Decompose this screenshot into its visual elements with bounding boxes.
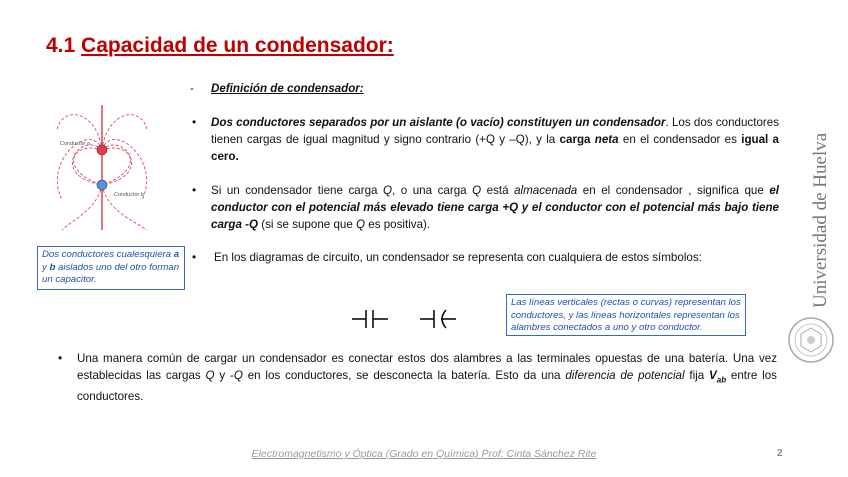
b4-sub: ab — [716, 375, 727, 385]
b2-bold: el conductor con el potencial más elevado tiene carga +Q y el conductor con el potencial más bajo tiene carga -Q — [211, 184, 779, 231]
heading-dash: - — [190, 82, 194, 95]
b2-alm: almacenada — [514, 184, 578, 197]
definition-heading: Definición de condensador: — [211, 82, 364, 95]
footer-text: Electromagnetismo y Óptica (Grado en Química) Prof: Cinta Sánchez Rite — [251, 448, 597, 460]
field-lines-figure — [52, 100, 164, 235]
slide-title — [46, 34, 394, 58]
b4-v: V — [709, 369, 717, 382]
b2-p2: , o una carga — [392, 184, 473, 197]
b2-p1: Si un condensador tiene carga — [211, 184, 383, 197]
caption-left-b: b — [49, 261, 56, 273]
bullet-2-marker: • — [192, 183, 197, 197]
bullet-4-marker: • — [58, 351, 63, 365]
b1-bold: Dos conductores separados por un aislante (o vacío) constituyen un condensador — [211, 116, 666, 129]
caption-left-1: Dos conductores cualesquiera — [42, 249, 174, 260]
b1-carga: carga — [559, 133, 595, 146]
b1-rest1: . Los dos conductores tienen cargas de igual magnitud y signo contrario (+Q y –Q), y la — [211, 116, 780, 146]
bullet-2-text — [211, 182, 779, 233]
page-number: 2 — [777, 448, 783, 459]
b4-dif: diferencia de potencial — [565, 369, 685, 382]
caption-left-y: y — [42, 261, 50, 273]
title-text: Capacidad de un condensador: — [81, 34, 394, 57]
caption-left-a: a — [173, 249, 180, 260]
b2-p3: está — [481, 184, 515, 197]
university-seal-icon — [789, 318, 833, 362]
b4-p5: entre los conductores. — [77, 369, 777, 404]
university-logo — [778, 118, 843, 368]
bullet-1-text — [211, 114, 779, 165]
bullet-1-marker: • — [192, 115, 197, 129]
b2-p6: es positiva). — [365, 218, 431, 231]
caption-left-2: aislados uno del otro forman un capacitor. — [42, 261, 180, 285]
b4-p2: y - — [214, 369, 234, 382]
caption-right-box: Las líneas verticales (rectas o curvas) representan los conductores, y las líneas horizontales representan los alambres conectados a uno y otro conductor. — [506, 294, 746, 336]
b4-p4: fija — [684, 369, 710, 382]
b2-q1: Q — [382, 184, 393, 197]
b1-neta: neta — [594, 133, 619, 146]
fig-label-top: Conductor a — [60, 141, 90, 147]
caption-left-box — [37, 246, 185, 290]
b2-q2: Q — [472, 184, 482, 197]
bullet-4-text — [77, 350, 777, 405]
b4-p3: en los conductores, se desconecta la batería. Esto da una — [242, 369, 566, 382]
logo-text: Universidad de Huelva — [810, 132, 831, 308]
b1-rest2: en el condensador es — [618, 133, 742, 146]
b2-q3: Q — [356, 218, 366, 231]
b4-q2: Q — [233, 369, 243, 382]
bullet-3-text: En los diagramas de circuito, un condensador se representa con cualquiera de estos símbolos: — [214, 251, 702, 264]
capacitor-straight-symbol — [352, 310, 388, 328]
b4-p1: Una manera común de cargar un condensador es conectar estos dos alambres a las terminales opuestas de una batería. Una vez establecidas las cargas — [77, 352, 777, 382]
capacitor-curved-symbol — [420, 310, 456, 328]
title-number: 4.1 — [46, 34, 76, 57]
b1-cero: igual a cero. — [211, 133, 779, 163]
capacitor-symbols — [350, 306, 465, 332]
bullet-3-marker: • — [192, 250, 197, 264]
b2-p5: (si se supone que — [258, 218, 357, 231]
b4-q: Q — [205, 369, 215, 382]
fig-label-bottom: Conductor b — [114, 192, 144, 198]
b2-p4: en el condensador , significa que — [577, 184, 770, 197]
